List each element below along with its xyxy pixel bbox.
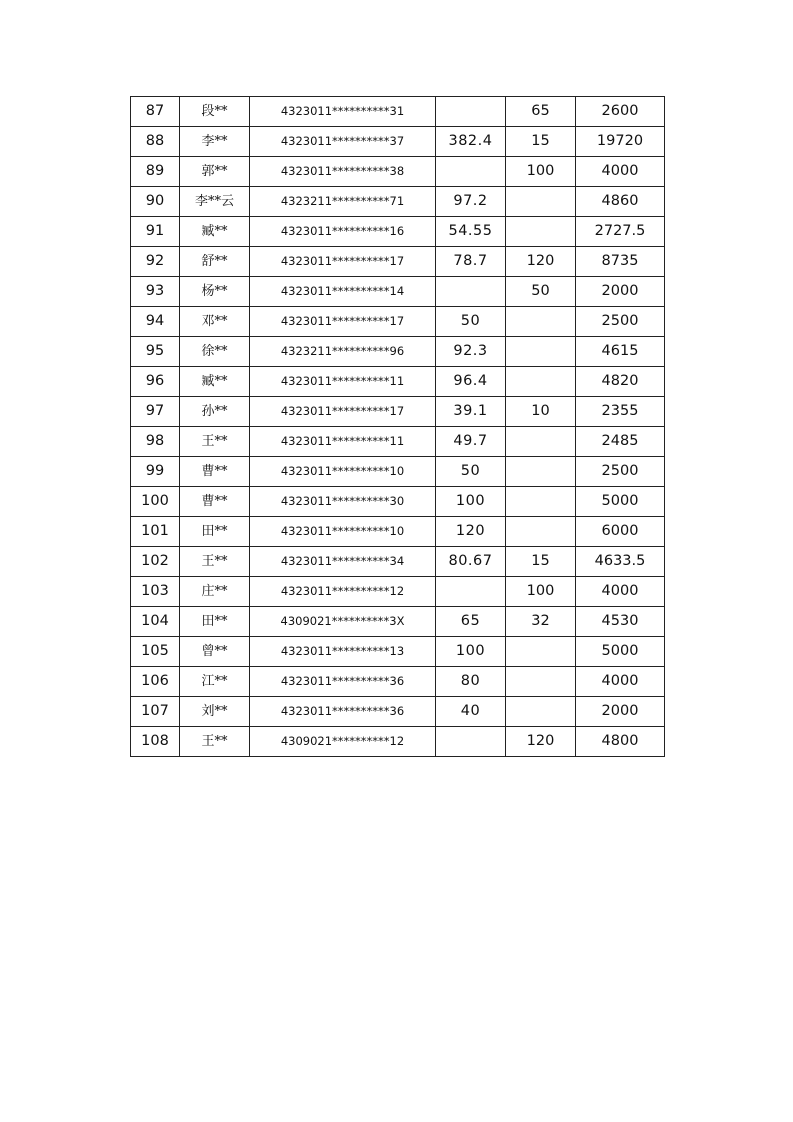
quantity-a-cell: 65 xyxy=(436,607,506,637)
quantity-b-cell: 32 xyxy=(506,607,576,637)
quantity-b-cell: 65 xyxy=(506,97,576,127)
id-number-cell: 4323011**********10 xyxy=(250,517,436,547)
row-number-cell: 106 xyxy=(131,667,180,697)
amount-cell: 2000 xyxy=(576,697,665,727)
quantity-a-cell: 100 xyxy=(436,487,506,517)
amount-cell: 5000 xyxy=(576,637,665,667)
name-cell: 曾** xyxy=(180,637,250,667)
data-table xyxy=(130,96,665,757)
table-row xyxy=(131,337,665,367)
table-row xyxy=(131,277,665,307)
quantity-b-cell: 10 xyxy=(506,397,576,427)
quantity-b-cell xyxy=(506,517,576,547)
id-number-cell: 4323011**********30 xyxy=(250,487,436,517)
amount-cell: 2500 xyxy=(576,457,665,487)
name-cell: 江** xyxy=(180,667,250,697)
row-number-cell: 105 xyxy=(131,637,180,667)
id-number-cell: 4309021**********3X xyxy=(250,607,436,637)
name-cell: 孙** xyxy=(180,397,250,427)
row-number-cell: 102 xyxy=(131,547,180,577)
table-row xyxy=(131,577,665,607)
id-number-cell: 4323011**********10 xyxy=(250,457,436,487)
quantity-b-cell: 15 xyxy=(506,547,576,577)
quantity-b-cell: 120 xyxy=(506,247,576,277)
amount-cell: 4820 xyxy=(576,367,665,397)
quantity-b-cell xyxy=(506,367,576,397)
amount-cell: 2727.5 xyxy=(576,217,665,247)
name-cell: 刘** xyxy=(180,697,250,727)
quantity-b-cell xyxy=(506,457,576,487)
quantity-a-cell: 50 xyxy=(436,307,506,337)
table-row xyxy=(131,517,665,547)
quantity-a-cell: 97.2 xyxy=(436,187,506,217)
id-number-cell: 4323011**********37 xyxy=(250,127,436,157)
quantity-a-cell xyxy=(436,577,506,607)
amount-cell: 4000 xyxy=(576,577,665,607)
table-row xyxy=(131,367,665,397)
row-number-cell: 104 xyxy=(131,607,180,637)
id-number-cell: 4323011**********14 xyxy=(250,277,436,307)
table-body xyxy=(131,97,665,757)
amount-cell: 4860 xyxy=(576,187,665,217)
table-row xyxy=(131,727,665,757)
table-row xyxy=(131,127,665,157)
quantity-b-cell xyxy=(506,337,576,367)
name-cell: 王** xyxy=(180,427,250,457)
quantity-b-cell xyxy=(506,487,576,517)
quantity-b-cell xyxy=(506,667,576,697)
quantity-b-cell: 50 xyxy=(506,277,576,307)
name-cell: 李**云 xyxy=(180,187,250,217)
amount-cell: 2500 xyxy=(576,307,665,337)
quantity-a-cell: 39.1 xyxy=(436,397,506,427)
amount-cell: 4530 xyxy=(576,607,665,637)
amount-cell: 8735 xyxy=(576,247,665,277)
quantity-a-cell: 50 xyxy=(436,457,506,487)
table-row xyxy=(131,607,665,637)
quantity-a-cell: 40 xyxy=(436,697,506,727)
amount-cell: 4000 xyxy=(576,667,665,697)
id-number-cell: 4323211**********71 xyxy=(250,187,436,217)
id-number-cell: 4323011**********17 xyxy=(250,397,436,427)
name-cell: 王** xyxy=(180,547,250,577)
quantity-a-cell: 54.55 xyxy=(436,217,506,247)
amount-cell: 4615 xyxy=(576,337,665,367)
name-cell: 李** xyxy=(180,127,250,157)
amount-cell: 6000 xyxy=(576,517,665,547)
id-number-cell: 4323011**********13 xyxy=(250,637,436,667)
table-row xyxy=(131,487,665,517)
row-number-cell: 90 xyxy=(131,187,180,217)
name-cell: 曹** xyxy=(180,457,250,487)
name-cell: 徐** xyxy=(180,337,250,367)
table-row xyxy=(131,637,665,667)
id-number-cell: 4323011**********38 xyxy=(250,157,436,187)
table-row xyxy=(131,397,665,427)
name-cell: 邓** xyxy=(180,307,250,337)
row-number-cell: 107 xyxy=(131,697,180,727)
quantity-a-cell: 382.4 xyxy=(436,127,506,157)
row-number-cell: 101 xyxy=(131,517,180,547)
quantity-a-cell xyxy=(436,157,506,187)
row-number-cell: 96 xyxy=(131,367,180,397)
quantity-b-cell xyxy=(506,187,576,217)
id-number-cell: 4323011**********17 xyxy=(250,247,436,277)
table-row xyxy=(131,157,665,187)
row-number-cell: 88 xyxy=(131,127,180,157)
id-number-cell: 4323011**********34 xyxy=(250,547,436,577)
name-cell: 杨** xyxy=(180,277,250,307)
amount-cell: 2600 xyxy=(576,97,665,127)
table-row xyxy=(131,307,665,337)
amount-cell: 4633.5 xyxy=(576,547,665,577)
quantity-b-cell: 100 xyxy=(506,157,576,187)
table-row xyxy=(131,547,665,577)
row-number-cell: 95 xyxy=(131,337,180,367)
quantity-b-cell xyxy=(506,697,576,727)
amount-cell: 19720 xyxy=(576,127,665,157)
row-number-cell: 100 xyxy=(131,487,180,517)
id-number-cell: 4323011**********12 xyxy=(250,577,436,607)
table-row xyxy=(131,457,665,487)
quantity-a-cell xyxy=(436,97,506,127)
name-cell: 庄** xyxy=(180,577,250,607)
quantity-a-cell: 78.7 xyxy=(436,247,506,277)
table-row xyxy=(131,667,665,697)
row-number-cell: 91 xyxy=(131,217,180,247)
quantity-a-cell: 80 xyxy=(436,667,506,697)
name-cell: 臧** xyxy=(180,367,250,397)
quantity-b-cell: 15 xyxy=(506,127,576,157)
row-number-cell: 99 xyxy=(131,457,180,487)
quantity-a-cell: 120 xyxy=(436,517,506,547)
id-number-cell: 4323011**********17 xyxy=(250,307,436,337)
table-row xyxy=(131,217,665,247)
name-cell: 田** xyxy=(180,607,250,637)
quantity-b-cell: 120 xyxy=(506,727,576,757)
row-number-cell: 108 xyxy=(131,727,180,757)
id-number-cell: 4309021**********12 xyxy=(250,727,436,757)
quantity-a-cell: 92.3 xyxy=(436,337,506,367)
quantity-a-cell: 80.67 xyxy=(436,547,506,577)
quantity-b-cell xyxy=(506,637,576,667)
quantity-b-cell: 100 xyxy=(506,577,576,607)
amount-cell: 2000 xyxy=(576,277,665,307)
row-number-cell: 93 xyxy=(131,277,180,307)
id-number-cell: 4323011**********16 xyxy=(250,217,436,247)
row-number-cell: 103 xyxy=(131,577,180,607)
quantity-a-cell: 49.7 xyxy=(436,427,506,457)
id-number-cell: 4323011**********36 xyxy=(250,667,436,697)
row-number-cell: 89 xyxy=(131,157,180,187)
row-number-cell: 98 xyxy=(131,427,180,457)
id-number-cell: 4323011**********11 xyxy=(250,367,436,397)
quantity-b-cell xyxy=(506,427,576,457)
table-row xyxy=(131,187,665,217)
quantity-b-cell xyxy=(506,217,576,247)
row-number-cell: 92 xyxy=(131,247,180,277)
amount-cell: 2485 xyxy=(576,427,665,457)
name-cell: 郭** xyxy=(180,157,250,187)
table-row xyxy=(131,97,665,127)
name-cell: 段** xyxy=(180,97,250,127)
id-number-cell: 4323011**********36 xyxy=(250,697,436,727)
table-row xyxy=(131,427,665,457)
name-cell: 田** xyxy=(180,517,250,547)
row-number-cell: 97 xyxy=(131,397,180,427)
id-number-cell: 4323211**********96 xyxy=(250,337,436,367)
name-cell: 王** xyxy=(180,727,250,757)
row-number-cell: 94 xyxy=(131,307,180,337)
name-cell: 曹** xyxy=(180,487,250,517)
quantity-b-cell xyxy=(506,307,576,337)
table-row xyxy=(131,247,665,277)
amount-cell: 5000 xyxy=(576,487,665,517)
quantity-a-cell: 100 xyxy=(436,637,506,667)
table-row xyxy=(131,697,665,727)
quantity-a-cell xyxy=(436,727,506,757)
quantity-a-cell: 96.4 xyxy=(436,367,506,397)
id-number-cell: 4323011**********31 xyxy=(250,97,436,127)
amount-cell: 4000 xyxy=(576,157,665,187)
name-cell: 臧** xyxy=(180,217,250,247)
id-number-cell: 4323011**********11 xyxy=(250,427,436,457)
amount-cell: 2355 xyxy=(576,397,665,427)
row-number-cell: 87 xyxy=(131,97,180,127)
name-cell: 舒** xyxy=(180,247,250,277)
quantity-a-cell xyxy=(436,277,506,307)
amount-cell: 4800 xyxy=(576,727,665,757)
